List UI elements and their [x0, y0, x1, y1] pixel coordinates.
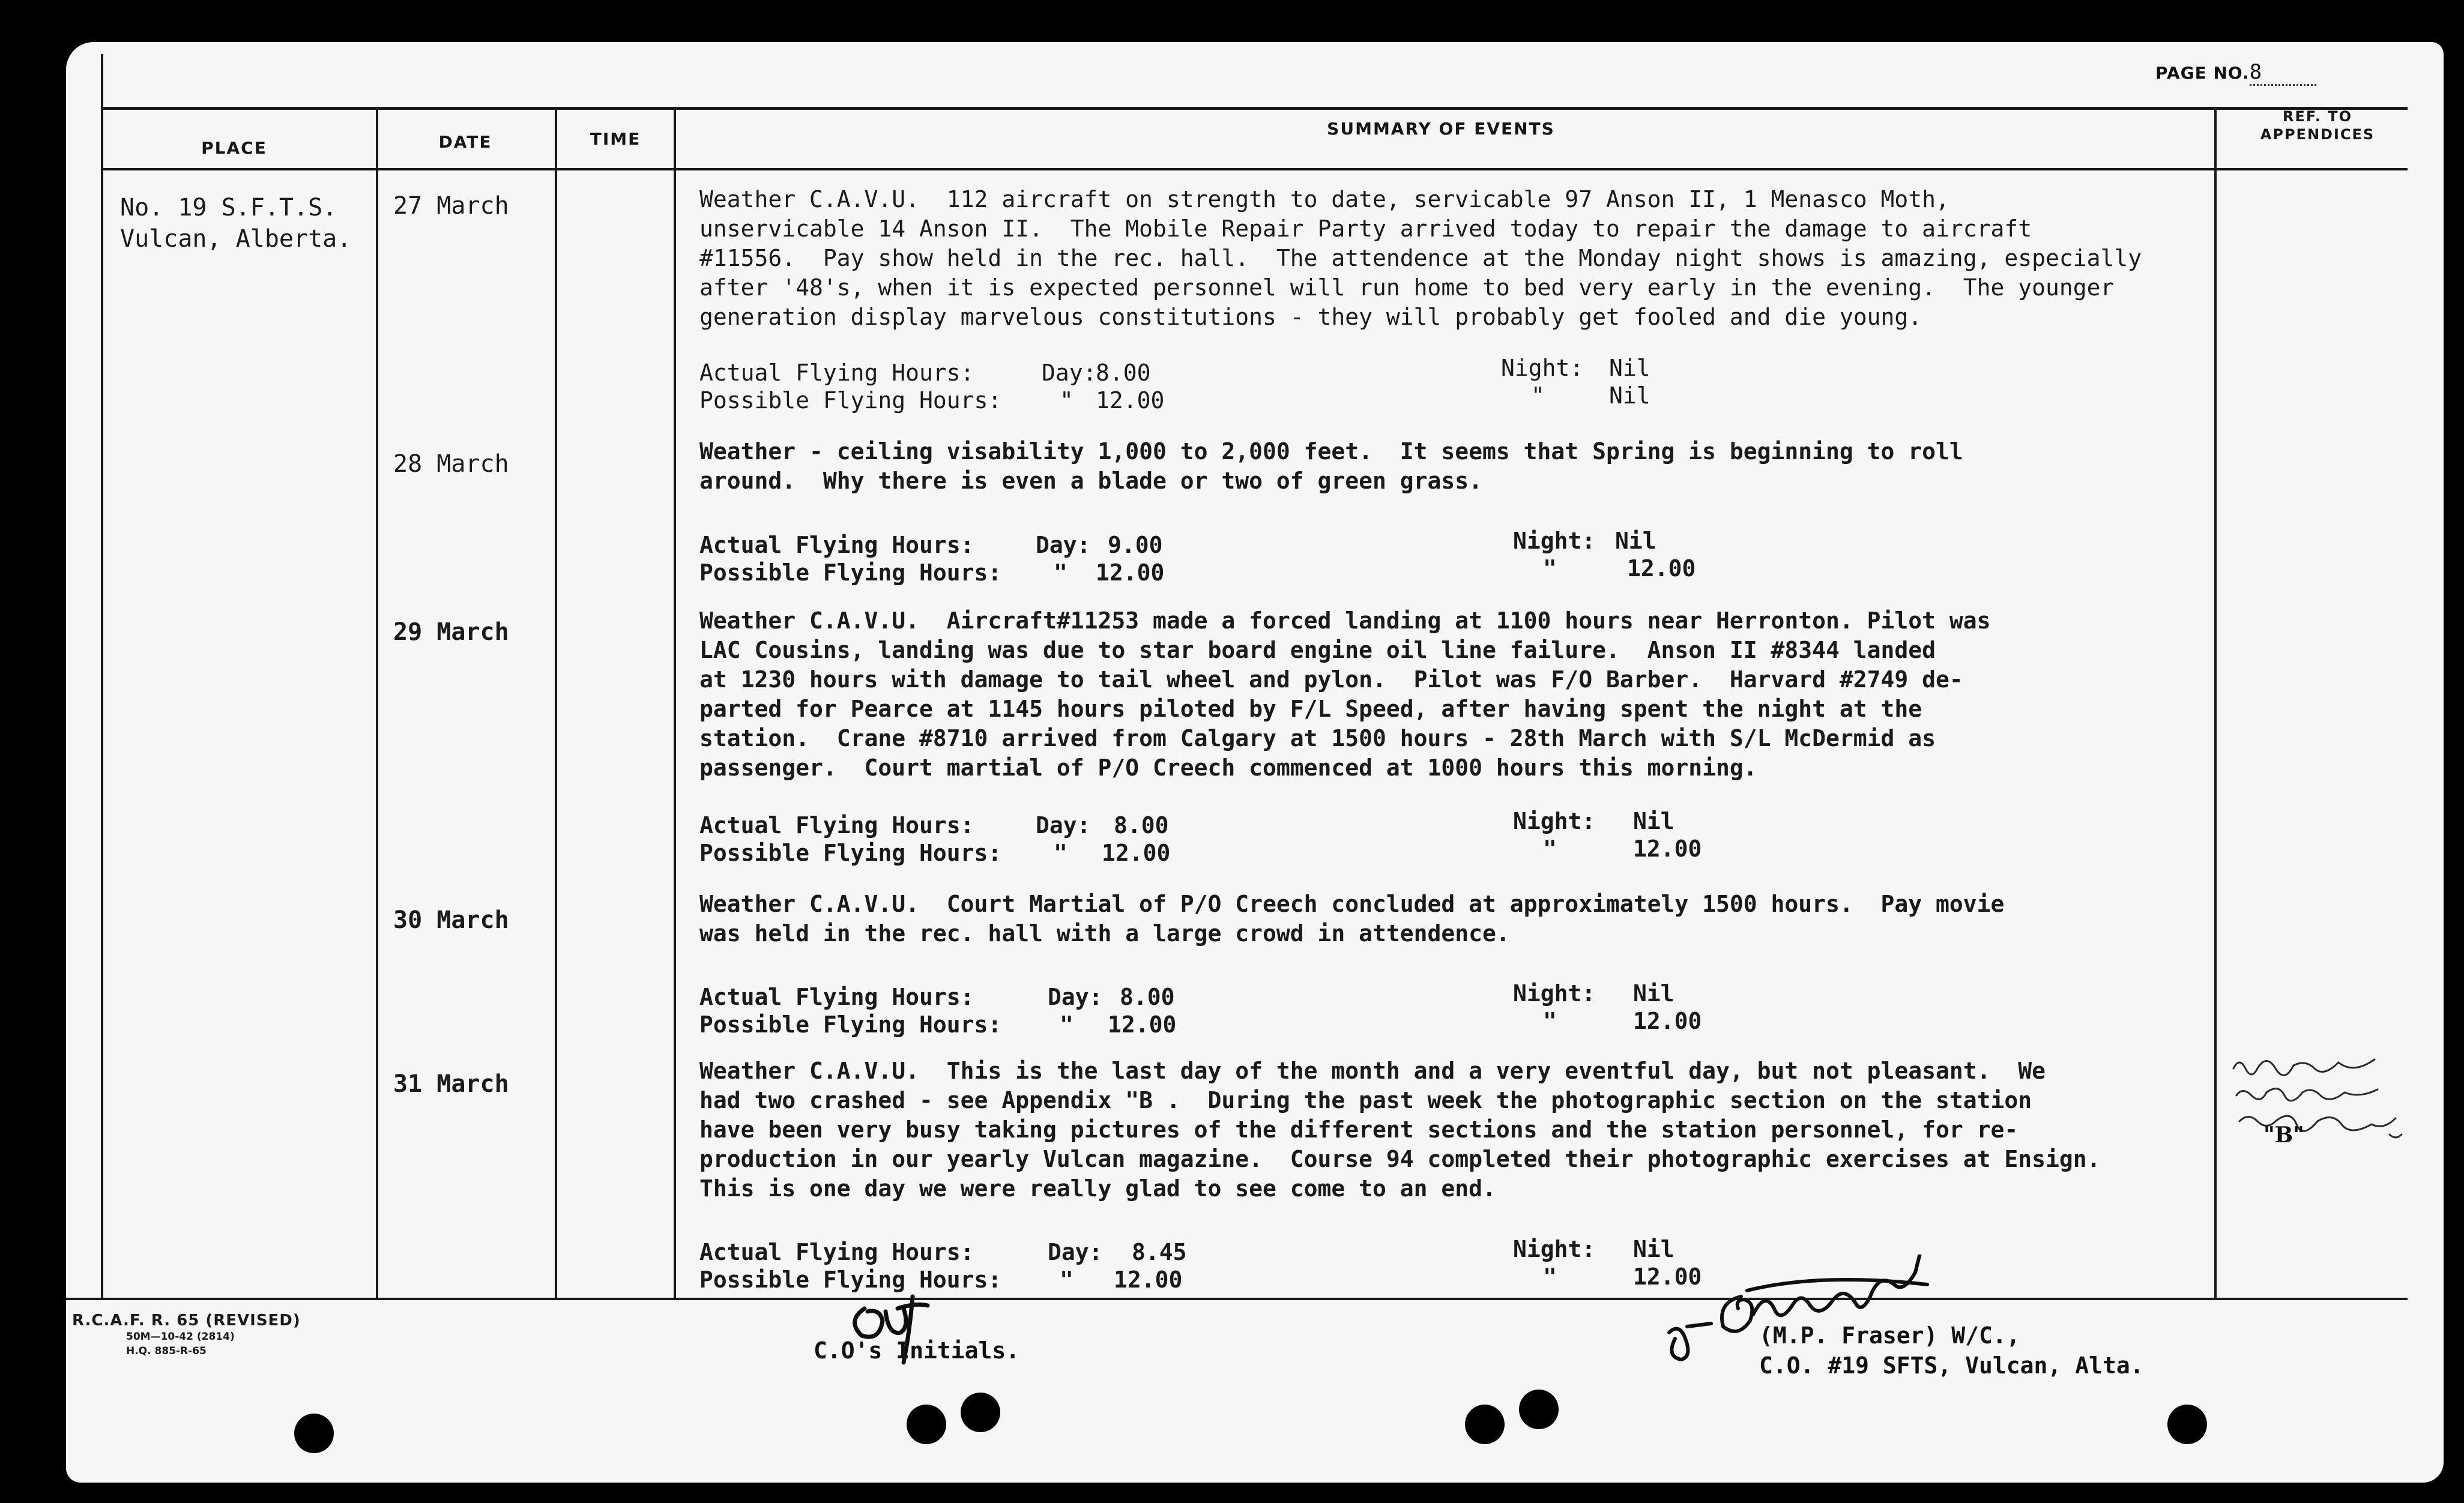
- day-actual-value: 9.00: [1108, 532, 1163, 558]
- entry-date: 27 March: [393, 192, 509, 220]
- entry-summary: Weather C.A.V.U. Court Martial of P/O Creech concluded at approximately 1500 hours. Pay movie was held in the rec. hall with a large crowd in attendence.: [699, 891, 2005, 947]
- place-location: Vulcan, Alberta.: [120, 225, 352, 253]
- entry-summary: Weather C.A.V.U. This is the last day of the month and a very eventful day, but not pleasant. We had two crashed - see Appendix "B . During the past week the photographic section on the station have been very busy taking pictures of the different sections and the station personnel, for re- production in our yearly Vulcan magazine. Course 94 completed their photographic exercises at Ensign. This is one day we were really glad to see come to an end.: [699, 1058, 2101, 1202]
- appendix-reference: "B": [2263, 1122, 2304, 1148]
- binder-hole: [907, 1405, 946, 1444]
- header-time: TIME: [590, 129, 641, 149]
- place-cell: [120, 192, 351, 255]
- left-border-rule: [101, 54, 103, 1299]
- entry-date: 31 March: [393, 1070, 509, 1098]
- night-actual-value: Nil: [1615, 528, 1656, 554]
- night-possible-value: 12.00: [1633, 1008, 1702, 1034]
- actual-hours-label: Actual Flying Hours:: [699, 1239, 974, 1265]
- binder-hole: [2167, 1405, 2207, 1444]
- binder-hole: [1465, 1405, 1505, 1444]
- header-top-rule: [102, 107, 2408, 110]
- binder-hole: [961, 1393, 1000, 1432]
- ditto-mark: ": [1543, 836, 1557, 862]
- night-possible-value: Nil: [1609, 382, 1650, 409]
- entry-summary: Weather C.A.V.U. Aircraft#11253 made a forced landing at 1100 hours near Herronton. Pilot was LAC Cousins, landing was due to star board engine oil line failure. Anson II #8344 landed at 1230 hours with damage to tail wheel and pylon. Pilot was F/O Barber. Harvard #2749 de- parted for Pearce at 1145 hours piloted by F/L Speed, after having spent the night at the station. Crane #8710 arrived from Calgary at 1500 hours - 28th March with S/L McDermid as passenger. Court martial of P/O Creech commenced at 1000 hours this morning.: [699, 607, 1991, 781]
- night-label: Night:: [1513, 528, 1596, 554]
- day-actual-value: 8.00: [1120, 984, 1175, 1010]
- night-actual-value: Nil: [1633, 1236, 1674, 1262]
- night-possible-value: 12.00: [1633, 1264, 1702, 1290]
- possible-hours-label: Possible Flying Hours:: [699, 387, 1002, 414]
- entry-date: 29 March: [393, 618, 509, 646]
- header-place: PLACE: [201, 138, 267, 158]
- co-initials-label: C.O's Initials.: [814, 1337, 1020, 1364]
- ditto-mark: ": [1543, 1264, 1557, 1290]
- entry-date: 28 March: [393, 450, 509, 478]
- day-possible-value: 12.00: [1096, 559, 1165, 586]
- day-label: Day:: [1048, 984, 1103, 1010]
- night-actual-value: Nil: [1633, 980, 1674, 1007]
- day-possible-value: 12.00: [1096, 387, 1165, 414]
- header-ref-line1: REF. TO: [2283, 108, 2352, 125]
- header-summary: SUMMARY OF EVENTS: [1327, 119, 1555, 139]
- place-date-divider: [376, 109, 378, 1299]
- night-label: Night:: [1513, 808, 1596, 834]
- form-hq-code: H.Q. 885-R-65: [126, 1345, 207, 1357]
- entry-summary: Weather - ceiling visability 1,000 to 2,000 feet. It seems that Spring is beginning to roll around. Why there is even a blade or two of green grass.: [699, 438, 1963, 494]
- ditto-mark: ": [1060, 387, 1073, 414]
- flying-hours-night: [1513, 980, 1813, 1035]
- day-possible-value: 12.00: [1102, 840, 1171, 866]
- day-possible-value: 12.00: [1114, 1267, 1183, 1293]
- page-label: PAGE NO.: [2155, 63, 2250, 83]
- ditto-mark: ": [1543, 555, 1557, 582]
- place-unit: No. 19 S.F.T.S.: [120, 194, 337, 221]
- night-possible-value: 12.00: [1633, 836, 1702, 862]
- form-identifier: [72, 1312, 301, 1358]
- signatory-name: (M.P. Fraser) W/C.,: [1759, 1322, 2020, 1349]
- possible-hours-label: Possible Flying Hours:: [699, 840, 1002, 866]
- night-label: Night:: [1513, 980, 1596, 1007]
- ditto-mark: ": [1543, 1008, 1557, 1034]
- time-summary-divider: [674, 109, 676, 1299]
- flying-hours-night: [1513, 527, 1813, 582]
- date-time-divider: [555, 109, 557, 1299]
- actual-hours-label: Actual Flying Hours:: [699, 532, 974, 558]
- night-actual-value: Nil: [1633, 808, 1674, 834]
- page-number: 8: [2250, 60, 2316, 86]
- appendix-handwritten-note: [2227, 1050, 2420, 1206]
- flying-hours-night: [1513, 807, 1813, 863]
- ditto-mark: ": [1054, 559, 1067, 586]
- day-label: Day:: [1048, 1239, 1103, 1265]
- ditto-mark: ": [1531, 382, 1545, 409]
- table-bottom-rule: [66, 1298, 2408, 1300]
- day-label: Day:: [1036, 532, 1091, 558]
- actual-hours-label: Actual Flying Hours:: [699, 812, 974, 839]
- header-ref-line2: APPENDICES: [2260, 126, 2375, 143]
- header-bottom-rule: [102, 168, 2408, 170]
- ditto-mark: ": [1054, 840, 1067, 866]
- day-actual-value: 8.00: [1096, 360, 1151, 386]
- night-label: Night:: [1501, 355, 1584, 381]
- possible-hours-label: Possible Flying Hours:: [699, 1267, 1002, 1293]
- night-actual-value: Nil: [1609, 355, 1650, 381]
- day-possible-value: 12.00: [1108, 1011, 1177, 1038]
- binder-hole: [294, 1414, 334, 1453]
- possible-hours-label: Possible Flying Hours:: [699, 559, 1002, 586]
- form-number: R.C.A.F. R. 65 (REVISED): [72, 1312, 301, 1330]
- page-number-label: [2155, 60, 2316, 84]
- night-possible-value: 12.00: [1627, 555, 1696, 582]
- day-actual-value: 8.45: [1132, 1239, 1187, 1265]
- header-date: DATE: [438, 132, 492, 152]
- actual-hours-label: Actual Flying Hours:: [699, 984, 974, 1010]
- entry-summary: Weather C.A.V.U. 112 aircraft on strength to date, servicable 97 Anson II, 1 Menasco Moth, unservicable 14 Anson II. The Mobile Repair Party arrived today to repair the damage to aircraft #11556. Pay show held in the rec. hall. The attendence at the Monday night shows is amazing, especially after '48's, when it is expected personnel will run home to bed very early in the evening. The younger generation display marvelous constitutions - they will probably get fooled and die young.: [699, 186, 2142, 330]
- actual-hours-label: Actual Flying Hours:: [699, 360, 974, 386]
- entry-date: 30 March: [393, 906, 509, 934]
- form-print-code: 50M—10-42 (2814): [126, 1331, 235, 1343]
- ditto-mark: ": [1060, 1267, 1073, 1293]
- signature-block: [1759, 1321, 2144, 1381]
- night-label: Night:: [1513, 1236, 1596, 1262]
- signatory-unit: C.O. #19 SFTS, Vulcan, Alta.: [1759, 1352, 2144, 1379]
- binder-hole: [1519, 1390, 1559, 1429]
- ditto-mark: ": [1060, 1011, 1073, 1038]
- day-label: Day:: [1036, 812, 1091, 839]
- day-actual-value: 8.00: [1114, 812, 1169, 839]
- day-label: Day:: [1042, 360, 1097, 386]
- diary-sheet: [66, 42, 2444, 1483]
- possible-hours-label: Possible Flying Hours:: [699, 1011, 1002, 1038]
- flying-hours-night: [1501, 354, 1801, 409]
